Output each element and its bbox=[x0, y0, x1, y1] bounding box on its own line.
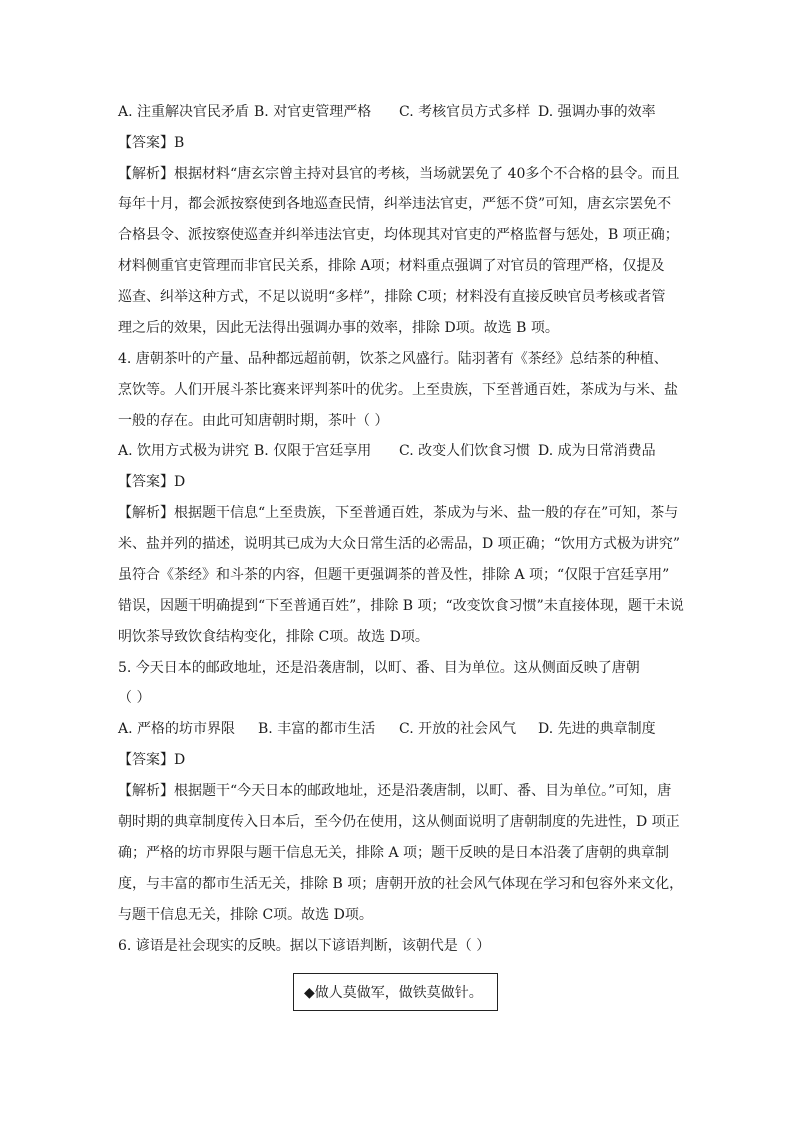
q5-options bbox=[118, 719, 656, 739]
q5-option-a: A. 严格的坊市界限 bbox=[118, 721, 236, 737]
q4-stem-line: 4. 唐朝茶叶的产量、品种都远超前朝，饮茶之风盛行。陆羽著有《茶经》总结茶的种植、 bbox=[118, 351, 668, 367]
q4-stem-line: 一般的存在。由此可知唐朝时期，茶叶（ ） bbox=[118, 413, 389, 429]
q3-analysis-line: 【解析】根据材料“唐玄宗曾主持对县官的考核，当场就罢免了 40多个不合格的县令。而且 bbox=[118, 166, 680, 182]
q3-options bbox=[118, 102, 656, 122]
q5-option-c: C. 开放的社会风气 bbox=[399, 721, 517, 737]
q5-analysis-line: 确；严格的坊市界限与题干信息无关，排除 A 项；题干反映的是日本沿袭了唐朝的典章制 bbox=[118, 845, 670, 861]
proverb-text: ◆做人莫做军，做铁莫做针。 bbox=[304, 985, 483, 1001]
q5-stem-line: 5. 今天日本的邮政地址，还是沿袭唐制，以町、番、目为单位。这从侧面反映了唐朝 bbox=[118, 660, 640, 676]
q3-analysis-line: 合格县令、派按察使巡查并纠举违法官吏，均体现其对官吏的严格监督与惩处，B 项正确； bbox=[118, 227, 679, 243]
q4-option-b: B. 仅限于宫廷享用 bbox=[254, 443, 372, 459]
q4-answer: 【答案】D bbox=[118, 474, 186, 490]
q3-option-d: D. 强调办事的效率 bbox=[538, 104, 656, 120]
q5-analysis-line: 【解析】根据题干“今天日本的邮政地址，还是沿袭唐制，以町、番、目为单位。”可知，唐 bbox=[118, 783, 672, 799]
q3-option-b: B. 对官吏管理严格 bbox=[254, 104, 372, 120]
q4-option-d: D. 成为日常消费品 bbox=[538, 443, 656, 459]
q4-analysis-line: 明饮茶导致饮食结构变化，排除 C项。故选 D项。 bbox=[118, 629, 429, 645]
q3-option-c: C. 考核官员方式多样 bbox=[399, 104, 531, 120]
q3-analysis-line: 材料侧重官吏管理而非官民关系，排除 A项；材料重点强调了对官员的管理严格，仅提及 bbox=[118, 258, 665, 274]
q5-stem-line: （ ） bbox=[118, 690, 151, 706]
q4-analysis-line: 错误，因题干明确提到“下至普通百姓”，排除 B 项；“改变饮食习惯”未直接体现，题干未说 bbox=[118, 598, 684, 614]
q6-stem: 6. 谚语是社会现实的反映。据以下谚语判断，该朝代是（ ） bbox=[118, 938, 491, 954]
q3-analysis-line: 巡查、纠举这种方式，不足以说明“多样”，排除 C项；材料没有直接反映官员考核或者管 bbox=[118, 289, 666, 305]
q4-analysis-line: 虽符合《茶经》和斗茶的内容，但题干更强调茶的普及性，排除 A 项；“仅限于宫廷享用” bbox=[118, 567, 670, 583]
q5-option-d: D. 先进的典章制度 bbox=[538, 721, 656, 737]
q3-answer: 【答案】B bbox=[118, 135, 185, 151]
q5-answer: 【答案】D bbox=[118, 752, 186, 768]
q4-option-a: A. 饮用方式极为讲究 bbox=[118, 443, 250, 459]
proverb-box bbox=[293, 973, 498, 1011]
q5-analysis-line: 朝时期的典章制度传入日本后，至今仍在使用，这从侧面说明了唐朝制度的先进性，D 项正 bbox=[118, 814, 680, 830]
q3-option-a: A. 注重解决官民矛盾 bbox=[118, 104, 250, 120]
q4-stem-line: 烹饮等。人们开展斗茶比赛来评判茶叶的优劣。上至贵族，下至普通百姓，茶成为与米、盐 bbox=[118, 382, 678, 398]
q5-analysis-line: 度，与丰富的都市生活无关，排除 B 项；唐朝开放的社会风气体现在学习和包容外来文化， bbox=[118, 876, 684, 892]
q3-analysis-line: 理之后的效果，因此无法得出强调办事的效率，排除 D项。故选 B 项。 bbox=[118, 320, 559, 336]
q4-options bbox=[118, 441, 656, 461]
q5-option-b: B. 丰富的都市生活 bbox=[258, 721, 376, 737]
q5-analysis-line: 与题干信息无关，排除 C项。故选 D项。 bbox=[118, 907, 373, 923]
q4-analysis-line: 【解析】根据题干信息“上至贵族，下至普通百姓，茶成为与米、盐一般的存在”可知，茶与 bbox=[118, 505, 679, 521]
q4-analysis-line: 米、盐并列的描述，说明其已成为大众日常生活的必需品，D 项正确；“饮用方式极为讲究” bbox=[118, 536, 680, 552]
q4-option-c: C. 改变人们饮食习惯 bbox=[399, 443, 531, 459]
q3-analysis-line: 每年十月，都会派按察使到各地巡查民情，纠举违法官吏，严惩不贷”可知，唐玄宗罢免不 bbox=[118, 196, 672, 212]
